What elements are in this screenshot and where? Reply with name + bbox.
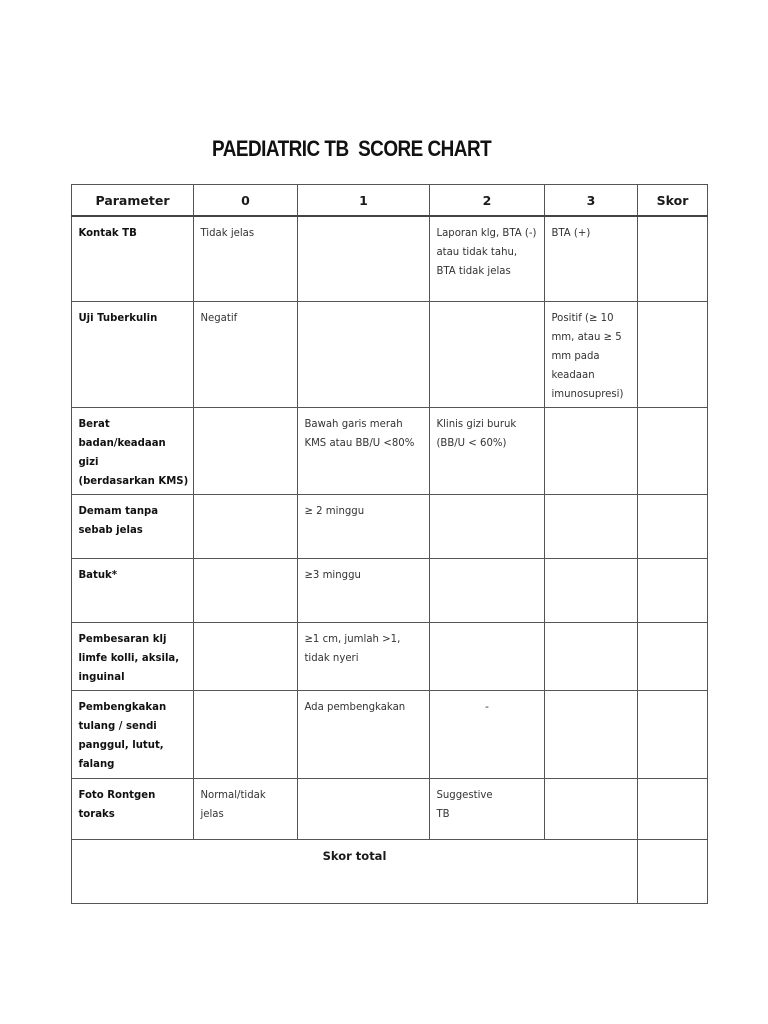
score-3-cell [545, 778, 638, 839]
score-2-cell [430, 690, 545, 778]
score-3-text [545, 408, 649, 418]
parameter-label: Berat badan/keadaan gizi (berdasarkan KMS) [78, 416, 189, 487]
skor-value [638, 691, 719, 701]
score-1-text [298, 217, 441, 227]
score-2-cell [430, 558, 545, 622]
score-1-cell [298, 778, 430, 839]
score-3-text [545, 495, 649, 505]
parameter-label: Batuk* [78, 567, 118, 581]
score-1-text: ≥1 cm, jumlah >1, tidak nyeri [304, 631, 401, 664]
score-table [71, 184, 708, 904]
skor-value [638, 779, 719, 789]
score-1-cell [298, 216, 430, 301]
table-row [72, 216, 708, 301]
score-0-text [194, 559, 309, 569]
score-2-text: - [485, 699, 489, 713]
score-3-cell [545, 494, 638, 558]
score-1-cell [298, 301, 430, 407]
score-1-cell [298, 622, 430, 690]
score-0-text: Tidak jelas [200, 226, 255, 239]
skor-cell [638, 690, 708, 778]
score-1-text: ≥3 minggu [304, 567, 361, 581]
skor-cell [638, 558, 708, 622]
score-2-text [430, 495, 556, 505]
score-0-cell [194, 690, 298, 778]
score-0-cell [194, 407, 298, 494]
header-skor: Skor [638, 185, 708, 217]
score-0-cell [194, 216, 298, 301]
score-1-cell [298, 407, 430, 494]
header-score-0: 0 [194, 185, 298, 217]
score-1-text [298, 302, 441, 312]
table-row [72, 622, 708, 690]
score-0-cell [194, 778, 298, 839]
table-row [72, 778, 708, 839]
score-0-cell [194, 494, 298, 558]
score-3-cell [545, 216, 638, 301]
table-row [72, 407, 708, 494]
parameter-cell [72, 494, 194, 558]
parameter-label: Demam tanpa sebab jelas [78, 503, 159, 536]
parameter-cell [72, 301, 194, 407]
score-2-text: Laporan klg, BTA (-) atau tidak tahu, BTA tidak jelas [436, 226, 537, 277]
parameter-label: Pembesaran klj limfe kolli, aksila, inguinal [78, 631, 180, 683]
score-0-cell [194, 622, 298, 690]
score-3-text [545, 779, 649, 789]
score-1-text: Bawah garis merah KMS atau BB/U <80% [304, 416, 415, 449]
table-row [72, 690, 708, 778]
score-0-text [194, 623, 309, 633]
score-0-text [194, 691, 309, 701]
score-2-cell [430, 622, 545, 690]
score-3-cell [545, 301, 638, 407]
score-1-text [298, 779, 441, 789]
parameter-cell [72, 778, 194, 839]
parameter-cell [72, 558, 194, 622]
parameter-label: Uji Tuberkulin [78, 310, 158, 324]
total-label-cell [72, 839, 638, 903]
skor-cell [638, 778, 708, 839]
score-0-text: Normal/tidak jelas [200, 787, 266, 820]
score-2-cell [430, 301, 545, 407]
skor-value [638, 623, 719, 633]
score-0-cell [194, 558, 298, 622]
score-3-cell [545, 558, 638, 622]
score-2-text [430, 623, 556, 633]
score-2-cell [430, 407, 545, 494]
parameter-cell [72, 622, 194, 690]
score-3-text [545, 623, 649, 633]
score-3-text [545, 691, 649, 701]
score-3-cell [545, 407, 638, 494]
score-1-text: ≥ 2 minggu [304, 503, 365, 517]
parameter-cell [72, 690, 194, 778]
score-1-cell [298, 558, 430, 622]
skor-value [638, 408, 719, 418]
skor-cell [638, 622, 708, 690]
score-3-cell [545, 622, 638, 690]
skor-value [638, 217, 719, 227]
header-score-1: 1 [298, 185, 430, 217]
score-0-text: Negatif [200, 310, 238, 324]
parameter-label: Kontak TB [78, 226, 137, 239]
score-1-text: Ada pembengkakan [304, 699, 406, 713]
parameter-cell [72, 407, 194, 494]
header-parameter: Parameter [72, 185, 194, 217]
score-2-cell [430, 778, 545, 839]
score-2-cell [430, 216, 545, 301]
score-0-cell [194, 301, 298, 407]
score-3-cell [545, 690, 638, 778]
skor-value [638, 559, 719, 569]
parameter-label: Pembengkakan tulang / sendi panggul, lutut, falang [78, 699, 167, 770]
score-2-text [430, 559, 556, 569]
skor-cell [638, 407, 708, 494]
parameter-label: Foto Rontgen toraks [78, 787, 156, 820]
skor-value [638, 302, 719, 312]
table-row [72, 558, 708, 622]
score-2-text: Klinis gizi buruk (BB/U < 60%) [436, 416, 517, 449]
skor-cell [638, 494, 708, 558]
score-0-text [194, 495, 309, 505]
header-score-2: 2 [430, 185, 545, 217]
table-row [72, 494, 708, 558]
parameter-cell [72, 216, 194, 301]
page-title: PAEDIATRIC TB SCORE CHART [212, 136, 492, 161]
score-2-cell [430, 494, 545, 558]
table-header-row [72, 185, 708, 217]
header-score-3: 3 [545, 185, 638, 217]
score-3-text: Positif (≥ 10 mm, atau ≥ 5 mm pada keadaan imunosupresi) [551, 310, 624, 400]
score-3-text: BTA (+) [551, 226, 591, 239]
score-0-text [194, 408, 309, 418]
skor-value [638, 495, 719, 505]
score-1-cell [298, 494, 430, 558]
total-value-cell [638, 839, 708, 903]
score-3-text [545, 559, 649, 569]
total-value [638, 840, 719, 850]
total-row [72, 839, 708, 903]
total-label: Skor total [322, 848, 387, 863]
score-1-cell [298, 690, 430, 778]
score-2-text [430, 302, 556, 312]
table-row [72, 301, 708, 407]
score-2-text: Suggestive TB [436, 787, 493, 820]
